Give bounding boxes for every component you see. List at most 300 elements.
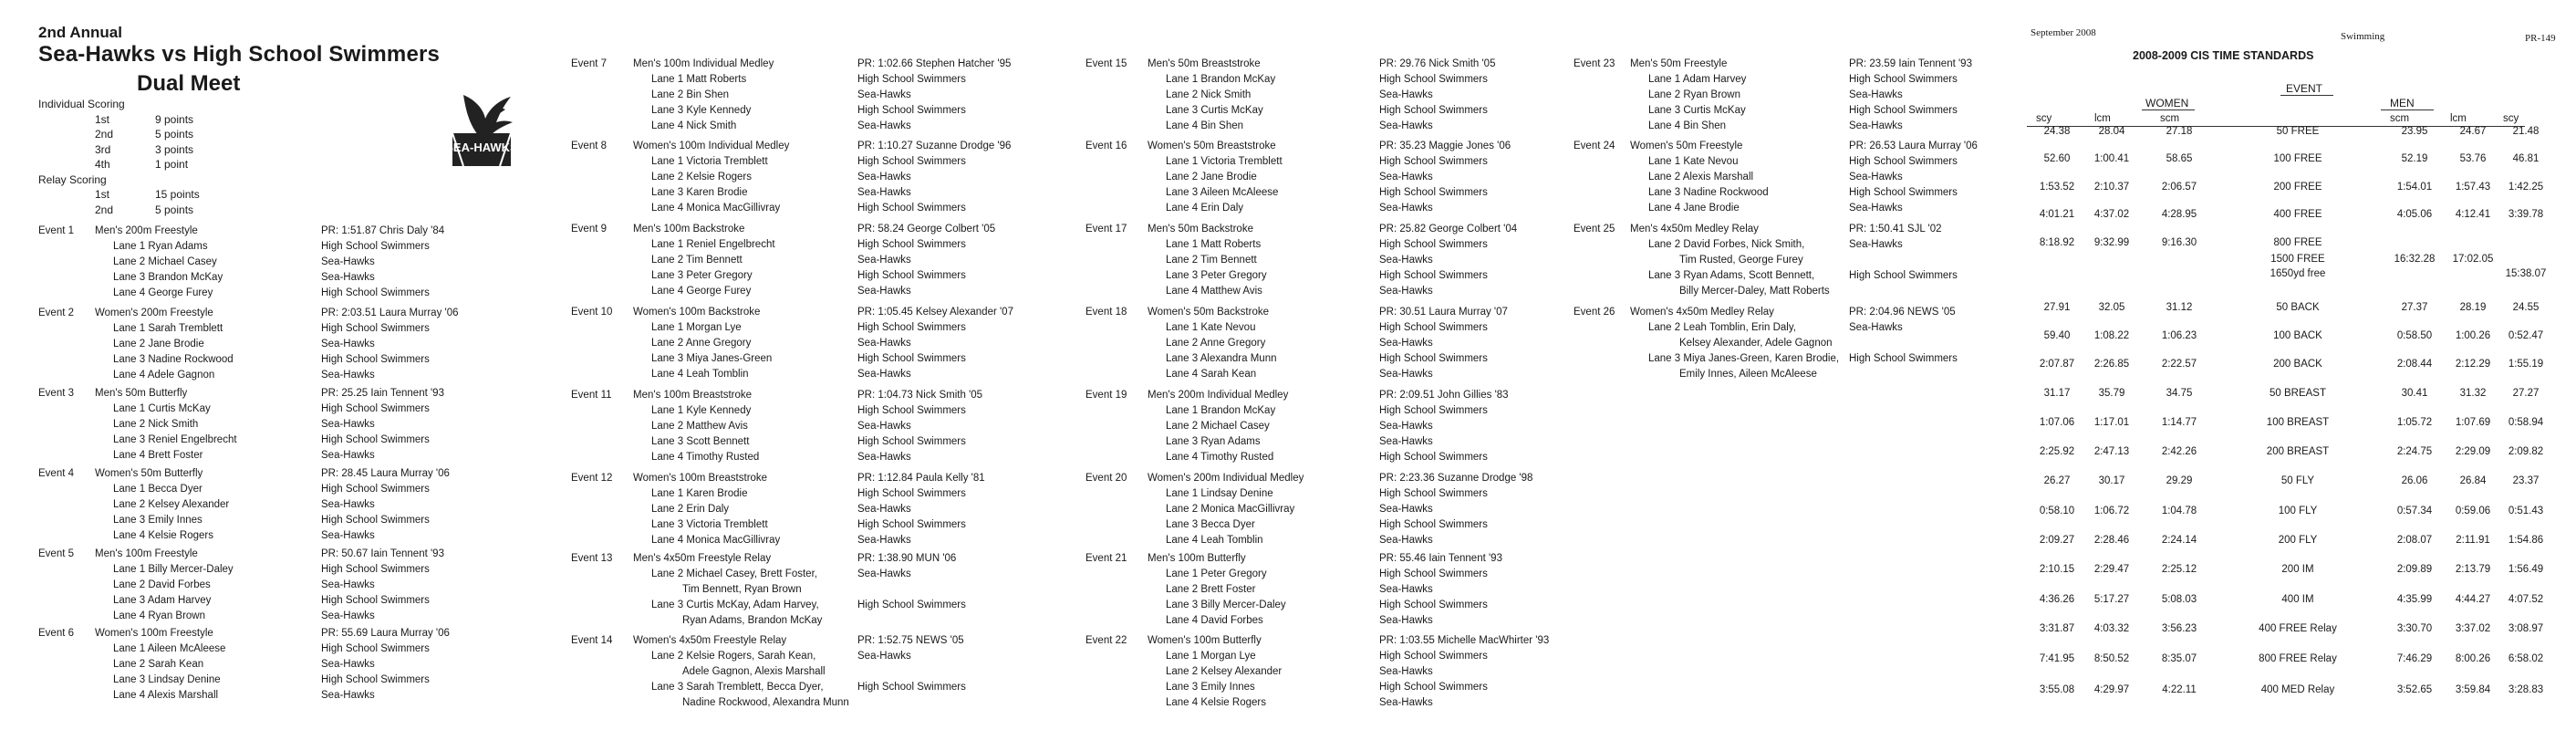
time-cell-m-scy: 15:38.07 (2505, 268, 2547, 279)
time-cell-m-scm: 2:08.07 (2396, 535, 2433, 546)
time-cell-m-lcm: 24.67 (2459, 126, 2487, 137)
lane-team: High School Swimmers (321, 241, 430, 252)
time-cell-w-scy: 1:53.52 (2039, 182, 2075, 193)
time-cell-m-scm: 0:57.34 (2396, 506, 2433, 516)
pool-record: PR: 26.53 Laura Murray '06 (1849, 141, 1978, 151)
lane-entry: Lane 2 Kelsie Rogers, Sarah Kean, (651, 651, 816, 662)
lane-team: High School Swimmers (857, 519, 966, 530)
time-cell-w-scm: 2:06.57 (2161, 182, 2197, 193)
event-number: Event 24 (1574, 141, 1615, 151)
lane-team: High School Swimmers (321, 287, 430, 298)
lane-team: Sea-Hawks (321, 450, 375, 461)
pool-record-column (857, 57, 1011, 134)
time-cell-m-scm: 23.95 (2401, 126, 2428, 137)
scoring-points: 5 points (155, 203, 194, 216)
lane-entry: Lane 2 Alexis Marshall (1648, 172, 1754, 182)
event-name: Men's 200m Individual Medley (1148, 390, 1289, 401)
event-number: Event 8 (571, 141, 607, 151)
lane-entry: Lane 3 Miya Janes-Green, Karen Brodie, (1648, 353, 1840, 364)
standards-row (2025, 268, 2547, 287)
lane-team: Sea-Hawks (1849, 120, 1903, 131)
women-group-label: WOMEN (2145, 97, 2189, 110)
lane-entry: Lane 2 Nick Smith (113, 419, 199, 430)
event-name: Men's 50m Freestyle (1630, 58, 1728, 69)
lane-entry: Lane 4 Jane Brodie (1648, 203, 1740, 214)
time-cell-w-scy: 27.91 (2043, 302, 2071, 313)
lane-entry: Lane 3 Becca Dyer (1166, 519, 1255, 530)
standards-event: 50 BREAST (2270, 388, 2326, 399)
lane-entry: Lane 3 Adam Harvey (113, 595, 212, 606)
time-cell-m-scm: 4:05.06 (2396, 209, 2433, 220)
time-cell-w-lcm: 9:32.99 (2093, 237, 2130, 248)
pool-record: PR: 55.46 Iain Tennent '93 (1379, 553, 1502, 564)
lane-team: Sea-Hawks (321, 272, 375, 283)
event-block (571, 139, 1076, 216)
event-block (1085, 139, 1598, 216)
standards-event: 100 BREAST (2266, 417, 2330, 428)
time-cell-m-scm: 2:09.89 (2396, 564, 2433, 575)
lane-entry: Lane 3 Lindsay Denine (113, 674, 221, 685)
time-cell-w-lcm: 1:17.01 (2093, 417, 2130, 428)
lane-team: High School Swimmers (1849, 353, 1958, 364)
time-cell-m-lcm: 4:12.41 (2455, 209, 2491, 220)
lane-team: Sea-Hawks (1379, 584, 1433, 595)
pool-record-column (321, 306, 459, 383)
event-block (571, 222, 1076, 299)
time-cell-w-lcm: 32.05 (2098, 302, 2125, 313)
event-name: Men's 100m Backstroke (633, 224, 745, 235)
lane-team: High School Swimmers (1849, 270, 1958, 281)
time-cell-m-scy: 3:39.78 (2508, 209, 2544, 220)
time-cell-m-scy: 27.27 (2512, 388, 2540, 399)
time-cell-m-scm: 30.41 (2401, 388, 2428, 399)
event-number: Event 10 (571, 307, 613, 318)
scoring-place: 2nd (95, 203, 114, 216)
col-men-scm: scm (2390, 113, 2410, 124)
lane-team: Sea-Hawks (857, 338, 911, 349)
event-block (1085, 633, 1598, 711)
time-cell-m-lcm: 1:07.69 (2455, 417, 2491, 428)
event-name: Women's 100m Backstroke (633, 307, 761, 318)
lane-entry: Lane 3 Peter Gregory (651, 270, 753, 281)
event-number: Event 17 (1085, 224, 1127, 235)
time-cell-m-scm: 3:30.70 (2396, 623, 2433, 634)
event-name: Women's 100m Freestyle (95, 628, 213, 639)
time-cell-w-lcm: 2:29.47 (2093, 564, 2130, 575)
lane-entry: Lane 4 Nick Smith (651, 120, 737, 131)
lane-entry: Lane 2 David Forbes, Nick Smith, (1648, 239, 1805, 250)
scoring-row (38, 157, 237, 172)
time-cell-m-lcm: 3:59.84 (2455, 684, 2491, 695)
lane-entry: Lane 2 Anne Gregory (1166, 338, 1266, 349)
lane-entry: Lane 1 Karen Brodie (651, 488, 748, 499)
time-cell-w-lcm: 1:00.41 (2093, 153, 2130, 164)
pool-record-column (1379, 551, 1502, 629)
pool-record: PR: 58.24 George Colbert '05 (857, 224, 996, 235)
time-cell-m-lcm: 0:59.06 (2455, 506, 2491, 516)
standards-row (2025, 446, 2544, 464)
pool-record-column (1849, 57, 1972, 134)
lane-team: Sea-Hawks (1379, 421, 1433, 432)
standards-row (2025, 330, 2544, 349)
event-block (38, 547, 540, 624)
time-cell-w-scm: 31.12 (2166, 302, 2193, 313)
lane-entry: Lane 3 Peter Gregory (1166, 270, 1267, 281)
event-number: Event 7 (571, 58, 607, 69)
lane-entry: Emily Innes, Aileen McAleese (1679, 369, 1817, 380)
lane-entry: Lane 4 Timothy Rusted (651, 452, 760, 463)
pool-record: PR: 2:03.51 Laura Murray '06 (321, 308, 459, 318)
lane-team: Sea-Hawks (1379, 504, 1433, 515)
time-cell-m-lcm: 4:44.27 (2455, 594, 2491, 605)
pool-record-column (321, 386, 444, 464)
lane-team: High School Swimmers (321, 564, 430, 575)
lane-team: High School Swimmers (1379, 452, 1488, 463)
lane-entry: Lane 2 Kelsey Alexander (113, 499, 230, 510)
event-name: Women's 200m Individual Medley (1148, 473, 1304, 484)
time-cell-w-lcm: 2:28.46 (2093, 535, 2130, 546)
scoring-points: 1 point (155, 158, 189, 171)
lane-entry: Adele Gagnon, Alexis Marshall (682, 666, 826, 677)
standards-event: 400 IM (2281, 594, 2314, 605)
event-block (571, 305, 1076, 382)
lane-team: High School Swimmers (857, 239, 966, 250)
time-cell-m-scm: 27.37 (2401, 302, 2428, 313)
event-name: Men's 100m Butterfly (1148, 553, 1246, 564)
time-cell-m-scm: 2:08.44 (2396, 359, 2433, 370)
pool-record-column (321, 466, 450, 544)
lane-entry: Lane 2 David Forbes (113, 579, 211, 590)
lane-team: Sea-Hawks (1849, 203, 1903, 214)
event-number: Event 15 (1085, 58, 1127, 69)
event-number: Event 4 (38, 468, 74, 479)
lane-team: High School Swimmers (1379, 651, 1488, 662)
standards-row (2025, 237, 2499, 256)
event-name: Men's 50m Backstroke (1148, 224, 1253, 235)
event-number: Event 18 (1085, 307, 1127, 318)
lane-team: High School Swimmers (1379, 682, 1488, 693)
sea-hawk-icon (436, 91, 527, 175)
time-cell-m-scy: 46.81 (2512, 153, 2540, 164)
standards-row (2025, 594, 2544, 612)
time-cell-m-scm: 4:35.99 (2396, 594, 2433, 605)
lane-entry: Lane 3 Curtis McKay (1648, 105, 1746, 116)
event-name: Women's 4x50m Medley Relay (1630, 307, 1774, 318)
pool-record: PR: 25.25 Iain Tennent '93 (321, 388, 444, 399)
lane-team: High School Swimmers (1379, 568, 1488, 579)
pool-record-column (1379, 139, 1511, 216)
lane-team: High School Swimmers (857, 105, 966, 116)
standards-event: 400 MED Relay (2260, 684, 2335, 695)
event-number: Event 25 (1574, 224, 1615, 235)
time-cell-m-lcm: 2:29.09 (2455, 446, 2491, 457)
lane-entry: Lane 4 Monica MacGillivray (651, 535, 781, 546)
standards-event: 100 FLY (2278, 506, 2318, 516)
time-cell-w-scy: 4:01.21 (2039, 209, 2075, 220)
lane-entry: Lane 3 Ryan Adams, Scott Bennett, (1648, 270, 1815, 281)
lane-team (1849, 336, 1958, 351)
scoring-row (38, 142, 237, 158)
lane-entry: Lane 4 Kelsie Rogers (113, 530, 213, 541)
lane-team: Sea-Hawks (1379, 369, 1433, 380)
pool-record-column (857, 551, 966, 629)
time-cell-m-lcm: 53.76 (2459, 153, 2487, 164)
event-block (38, 306, 540, 383)
lane-team: High School Swimmers (857, 270, 966, 281)
lane-team: Sea-Hawks (857, 651, 911, 662)
lane-entry: Lane 1 Billy Mercer-Daley (113, 564, 234, 575)
lane-entry: Lane 3 Aileen McAleese (1166, 187, 1279, 198)
lane-entry: Lane 1 Morgan Lye (651, 322, 742, 333)
col-women-scy: scy (2036, 113, 2052, 124)
pool-record-column (1379, 57, 1495, 134)
svg-text:SEA-HAWKS: SEA-HAWKS (445, 141, 518, 154)
time-cell-w-lcm: 4:03.32 (2093, 623, 2130, 634)
time-cell-m-scy: 1:56.49 (2508, 564, 2544, 575)
pool-record-column (857, 139, 1011, 216)
time-cell-w-lcm: 1:06.72 (2093, 506, 2130, 516)
lane-entry: Lane 1 Brandon McKay (1166, 74, 1276, 85)
time-cell-w-scm: 2:25.12 (2161, 564, 2197, 575)
lane-entry: Lane 1 Adam Harvey (1648, 74, 1747, 85)
lane-team: High School Swimmers (857, 322, 966, 333)
lane-team: High School Swimmers (321, 323, 430, 334)
time-cell-m-scy: 0:52.47 (2508, 330, 2544, 341)
time-cell-w-lcm: 28.04 (2098, 126, 2125, 137)
lane-team: High School Swimmers (857, 203, 966, 214)
lane-team: High School Swimmers (857, 682, 966, 693)
pool-record-column (321, 547, 444, 624)
lane-entry: Lane 1 Lindsay Denine (1166, 488, 1273, 499)
event-name: Women's 200m Freestyle (95, 308, 213, 318)
event-name: Women's 4x50m Freestyle Relay (633, 635, 787, 646)
standards-event: 400 FREE Relay (2259, 623, 2337, 634)
lane-entry: Lane 4 Alexis Marshall (113, 690, 219, 701)
time-cell-m-scy: 1:42.25 (2508, 182, 2544, 193)
pool-record-column (321, 224, 444, 301)
event-block (1085, 57, 1598, 134)
event-block (1574, 139, 2068, 216)
lane-entry: Lane 4 Matthew Avis (1166, 286, 1262, 297)
relay-scoring-label: Relay Scoring (38, 172, 107, 186)
pool-record-column (1849, 305, 1958, 382)
standards-row (2025, 388, 2540, 406)
lane-team: Sea-Hawks (857, 568, 911, 579)
lane-team: High School Swimmers (857, 488, 966, 499)
lane-team: Sea-Hawks (1849, 89, 1903, 100)
lane-entry: Lane 2 Sarah Kean (113, 659, 204, 670)
lane-entry: Lane 4 Bin Shen (1166, 120, 1244, 131)
event-name: Men's 50m Butterfly (95, 388, 188, 399)
lane-entry: Lane 3 Billy Mercer-Daley (1166, 600, 1286, 610)
time-cell-w-scm: 27.18 (2166, 126, 2193, 137)
time-cell-w-lcm: 5:17.27 (2093, 594, 2130, 605)
standards-event: 800 FREE (2273, 237, 2322, 248)
pool-record: PR: 1:04.73 Nick Smith '05 (857, 390, 983, 401)
lane-entry: Lane 2 Bin Shen (651, 89, 730, 100)
lane-team: Sea-Hawks (857, 89, 911, 100)
standards-event: 50 FLY (2280, 475, 2315, 486)
lane-team: High School Swimmers (1379, 105, 1488, 116)
lane-entry: Lane 3 Curtis McKay, Adam Harvey, (651, 600, 819, 610)
lane-entry: Lane 2 Erin Daly (651, 504, 730, 515)
lane-entry: Lane 1 Kate Nevou (1648, 156, 1739, 167)
lane-entry: Lane 2 Jane Brodie (1166, 172, 1257, 182)
pool-record: PR: 30.51 Laura Murray '07 (1379, 307, 1508, 318)
standards-event: 200 FLY (2278, 535, 2318, 546)
time-cell-w-lcm: 30.17 (2098, 475, 2125, 486)
event-number: Event 9 (571, 224, 607, 235)
time-cell-m-scm: 0:58.50 (2396, 330, 2433, 341)
standards-row (2025, 209, 2544, 227)
lane-team: Sea-Hawks (857, 369, 911, 380)
lane-team: Sea-Hawks (321, 579, 375, 590)
event-block (571, 551, 1076, 629)
lane-entry: Lane 3 Sarah Tremblett, Becca Dyer, (651, 682, 824, 693)
lane-entry: Lane 1 Morgan Lye (1166, 651, 1256, 662)
pool-record: PR: 1:02.66 Stephen Hatcher '95 (857, 58, 1012, 69)
lane-entry: Lane 2 Monica MacGillivray (1166, 504, 1295, 515)
lane-entry: Lane 2 Michael Casey, Brett Foster, (651, 568, 817, 579)
lane-entry: Lane 1 Peter Gregory (1166, 568, 1267, 579)
time-cell-m-lcm: 1:00.26 (2455, 330, 2491, 341)
lane-entry: Lane 4 Leah Tomblin (1166, 535, 1263, 546)
event-name: Women's 100m Individual Medley (633, 141, 790, 151)
event-name: Women's 100m Breaststroke (633, 473, 768, 484)
time-cell-w-scm: 34.75 (2166, 388, 2193, 399)
time-cell-w-scm: 29.29 (2166, 475, 2193, 486)
lane-team: High School Swimmers (321, 403, 430, 414)
lane-entry: Lane 1 Brandon McKay (1166, 405, 1276, 416)
pool-record-column (1379, 222, 1517, 299)
lane-team: Sea-Hawks (321, 659, 375, 670)
standards-row (2025, 153, 2540, 172)
time-cell-m-lcm: 1:57.43 (2455, 182, 2491, 193)
time-cell-w-scy: 2:25.92 (2039, 446, 2075, 457)
scoring-place: 1st (95, 188, 110, 201)
time-cell-w-lcm: 4:37.02 (2093, 209, 2130, 220)
standards-event: 100 BACK (2273, 330, 2322, 341)
event-name: Women's 50m Backstroke (1148, 307, 1270, 318)
standards-row (2025, 653, 2544, 672)
time-cell-m-scm: 52.19 (2401, 153, 2428, 164)
lane-entry: Lane 1 Matt Roberts (1166, 239, 1262, 250)
lane-team: Sea-Hawks (1379, 436, 1433, 447)
lane-team: Sea-Hawks (857, 187, 911, 198)
time-cell-m-scy: 0:58.94 (2508, 417, 2544, 428)
pool-record-column (1379, 388, 1509, 465)
lane-entry: Lane 1 Matt Roberts (651, 74, 747, 85)
event-number: Event 12 (571, 473, 613, 484)
standards-event: 50 FREE (2276, 126, 2320, 137)
event-name: Women's 50m Breaststroke (1148, 141, 1276, 151)
pool-record-column (857, 633, 966, 711)
time-cell-w-lcm: 1:08.22 (2093, 330, 2130, 341)
lane-entry: Lane 1 Aileen McAleese (113, 643, 226, 654)
pool-record-column (1379, 633, 1549, 711)
time-cell-m-scm: 1:54.01 (2396, 182, 2433, 193)
time-cell-w-scm: 1:06.23 (2161, 330, 2197, 341)
standards-event: 400 FREE (2273, 209, 2322, 220)
event-number: Event 21 (1085, 553, 1127, 564)
time-cell-w-lcm: 2:26.85 (2093, 359, 2130, 370)
standards-row (2025, 417, 2544, 435)
lane-entry: Lane 3 Victoria Tremblett (651, 519, 768, 530)
lane-entry: Lane 2 Anne Gregory (651, 338, 752, 349)
time-cell-m-lcm: 3:37.02 (2455, 623, 2491, 634)
scoring-place: 4th (95, 158, 110, 171)
standards-event: 200 FREE (2273, 182, 2322, 193)
time-cell-m-lcm: 31.32 (2459, 388, 2487, 399)
time-cell-m-scy: 1:54.86 (2508, 535, 2544, 546)
time-cell-w-scm: 1:04.78 (2161, 506, 2197, 516)
lane-entry: Lane 3 Karen Brodie (651, 187, 748, 198)
event-name: Men's 50m Breaststroke (1148, 58, 1261, 69)
lane-team: High School Swimmers (857, 600, 966, 610)
lane-team (857, 664, 966, 680)
lane-team: Sea-Hawks (321, 370, 375, 381)
event-block (571, 633, 1076, 711)
time-cell-w-scm: 58.65 (2166, 153, 2193, 164)
lane-entry: Ryan Adams, Brandon McKay (682, 615, 823, 626)
lane-entry: Lane 1 Ryan Adams (113, 241, 208, 252)
lane-team: Sea-Hawks (857, 421, 911, 432)
time-cell-m-lcm: 2:12.29 (2455, 359, 2491, 370)
scoring-row (38, 112, 237, 128)
lane-entry: Lane 4 Erin Daly (1166, 203, 1244, 214)
lane-entry: Lane 3 Nadine Rockwood (1648, 187, 1769, 198)
time-cell-m-lcm: 2:13.79 (2455, 564, 2491, 575)
standards-event: 100 FREE (2273, 153, 2322, 164)
lane-entry: Lane 3 Alexandra Munn (1166, 353, 1277, 364)
event-number: Event 20 (1085, 473, 1127, 484)
lane-entry: Lane 1 Becca Dyer (113, 484, 203, 495)
lane-team: Sea-Hawks (857, 255, 911, 266)
standards-row (2025, 359, 2544, 377)
scoring-place: 3rd (95, 142, 111, 156)
scoring-points: 15 points (155, 188, 200, 201)
pool-record: PR: 55.69 Laura Murray '06 (321, 628, 450, 639)
lane-entry: Lane 2 Brett Foster (1166, 584, 1256, 595)
time-cell-m-scm: 16:32.28 (2394, 254, 2436, 265)
lane-team: High School Swimmers (857, 436, 966, 447)
standards-row (2025, 506, 2544, 524)
standards-event: 200 BREAST (2266, 446, 2330, 457)
time-cell-m-scy: 2:09.82 (2508, 446, 2544, 457)
lane-entry: Lane 4 Bin Shen (1648, 120, 1727, 131)
lane-entry: Lane 3 Kyle Kennedy (651, 105, 752, 116)
time-cell-m-lcm: 8:00.26 (2455, 653, 2491, 664)
event-number: Event 13 (571, 553, 613, 564)
event-number: Event 16 (1085, 141, 1127, 151)
time-cell-m-lcm: 2:11.91 (2456, 535, 2490, 546)
lane-entry: Lane 1 Curtis McKay (113, 403, 211, 414)
pool-record-column (1379, 305, 1508, 382)
time-cell-w-lcm: 8:50.52 (2093, 653, 2130, 664)
lane-entry: Lane 1 Victoria Tremblett (1166, 156, 1283, 167)
standards-event: 200 BACK (2273, 359, 2322, 370)
event-name: Men's 100m Individual Medley (633, 58, 774, 69)
time-cell-w-scy: 2:07.87 (2039, 359, 2075, 370)
sea-hawks-logo (436, 91, 527, 178)
event-number: Event 26 (1574, 307, 1615, 318)
pool-record-column (857, 388, 982, 465)
pool-record: PR: 29.76 Nick Smith '05 (1379, 58, 1496, 69)
pool-record-column (321, 626, 450, 704)
time-cell-m-scm: 26.06 (2401, 475, 2428, 486)
event-block (1085, 222, 1598, 299)
lane-entry: Lane 4 Brett Foster (113, 450, 203, 461)
